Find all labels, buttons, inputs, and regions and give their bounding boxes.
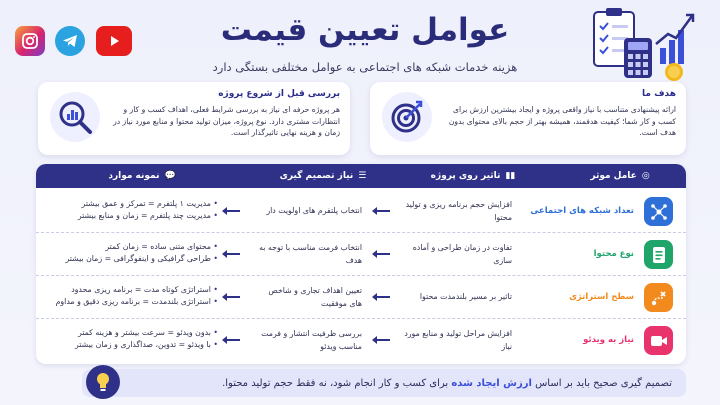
checklist-icon: ☰ bbox=[358, 171, 367, 181]
arrow-icon bbox=[376, 210, 390, 212]
arrow-icon bbox=[376, 253, 390, 255]
footer-highlight: ارزش ایجاد شده bbox=[451, 377, 532, 389]
footer-note bbox=[82, 369, 686, 397]
network-icon bbox=[644, 197, 673, 226]
row-decision: انتخاب پلتفرم های اولویت دار bbox=[266, 206, 362, 216]
arrow-icon bbox=[226, 296, 240, 298]
lightbulb-icon bbox=[86, 365, 120, 399]
bar-chart-icon: ▮▮ bbox=[505, 171, 516, 181]
page-title: عوامل تعیین قیمت bbox=[220, 12, 510, 48]
pricing-factors-table bbox=[36, 164, 686, 364]
target-icon bbox=[382, 92, 432, 142]
row-examples: • استراتژی کوتاه مدت = برنامه ریزی محدود • استراتژی بلندمدت = برنامه ریزی دقیق و مداوم bbox=[38, 276, 224, 319]
arrow-icon bbox=[226, 210, 240, 212]
instagram-icon[interactable] bbox=[15, 26, 45, 56]
magnifier-chart-icon bbox=[50, 92, 100, 142]
arrow-icon bbox=[376, 339, 390, 341]
card-review-title: بررسی قبل از شروع پروژه bbox=[218, 89, 340, 99]
table-header bbox=[36, 164, 686, 188]
arrow-icon bbox=[226, 339, 240, 341]
table-row bbox=[36, 190, 686, 233]
target-icon: ◎ bbox=[641, 171, 650, 181]
row-examples: • مدیریت ۱ پلتفرم = تمرکز و عمق بیشتر • مدیریت چند پلتفرم = زمان و منابع بیشتر bbox=[38, 190, 224, 233]
table-row bbox=[36, 276, 686, 319]
table-row bbox=[36, 319, 686, 362]
youtube-icon[interactable] bbox=[96, 26, 132, 56]
video-camera-icon bbox=[644, 326, 673, 355]
row-factor: سطح استراتژی bbox=[569, 291, 634, 302]
arrow-icon bbox=[226, 253, 240, 255]
pricing-illustration bbox=[588, 4, 700, 84]
row-impact: تفاوت در زمان طراحی و آماده سازی bbox=[412, 243, 512, 265]
footer-text: تصمیم گیری صحیح باید بر اساس ارزش ایجاد شده برای کسب و کار انجام شود، نه فقط حجم تولید محتوا. bbox=[222, 377, 672, 389]
row-decision: تعیین اهداف تجاری و شاخص های موفقیت bbox=[268, 286, 362, 308]
row-impact: تاثیر بر مسیر بلندمدت محتوا bbox=[419, 292, 512, 302]
strategy-icon bbox=[644, 283, 673, 312]
page-subtitle: هزینه خدمات شبکه های اجتماعی به عوامل مختلفی بستگی دارد bbox=[212, 60, 518, 74]
card-goal-title: هدف ما bbox=[642, 89, 676, 99]
arrow-icon bbox=[376, 296, 390, 298]
row-impact: افزایش مراحل تولید و منابع مورد نیاز bbox=[404, 329, 512, 351]
row-factor: نوع محتوا bbox=[593, 248, 634, 259]
card-goal-text: ارائه پیشنهادی متناسب با نیاز واقعی پروژه و ایجاد بیشترین ارزش برای کسب و کار شما؛ کیفیت هدفمند، همیشه بهتر از حجم بالای محتوای بدون هدف است. bbox=[448, 104, 676, 138]
telegram-icon[interactable] bbox=[55, 26, 85, 56]
row-decision: انتخاب فرمت مناسب با توجه به هدف bbox=[259, 243, 362, 265]
header-impact: ▮▮ تاثیر روی پروژه bbox=[430, 171, 516, 181]
header-example: 💬 نمونه موارد bbox=[108, 171, 176, 181]
chat-bubble-icon: 💬 bbox=[164, 171, 176, 181]
document-icon bbox=[644, 240, 673, 269]
row-examples: • بدون ویدئو = سرعت بیشتر و هزینه کمتر • با ویدئو = تدوین، صداگذاری و زمان بیشتر bbox=[38, 319, 224, 362]
header-decision: ☰ نیاز تصمیم گیری bbox=[279, 171, 367, 181]
row-examples: • محتوای متنی ساده = زمان کمتر • طراحی گرافیکی و اینفوگرافی = زمان بیشتر bbox=[38, 233, 224, 276]
header-factor: ◎ عامل موثر bbox=[590, 171, 650, 181]
row-factor: نیاز به ویدئو bbox=[583, 334, 634, 345]
row-factor: تعداد شبکه های اجتماعی bbox=[530, 205, 634, 216]
table-row bbox=[36, 233, 686, 276]
row-impact: افزایش حجم برنامه ریزی و تولید محتوا bbox=[405, 200, 512, 222]
row-decision: بررسی ظرفیت انتشار و فرمت مناسب ویدئو bbox=[261, 329, 362, 351]
card-review-text: هر پروژه حرفه ای نیاز به بررسی شرایط فعلی، اهداف کسب و کار و انتظارات مشتری دارد. نوع پروژه، میزان تولید محتوا و منابع مورد نیاز در زمان و هزینه نهایی تاثیرگذار است. bbox=[113, 104, 340, 138]
